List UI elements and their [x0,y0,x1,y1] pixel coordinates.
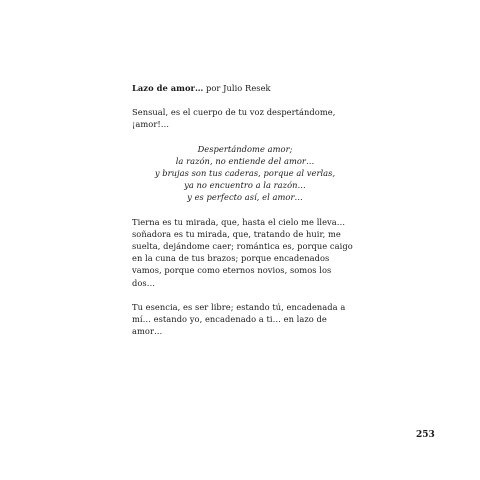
body-paragraph-3 [132,301,358,338]
poem-heading [132,82,358,94]
text-line: soñadora es tu mirada, que, tratando de huir, me [132,228,341,239]
poem-title: Lazo de amor… [132,83,204,93]
verse-line: Despertándome amor; [197,143,293,154]
text-line: mí… estando yo, encadenado a ti… en lazo de [132,314,327,325]
text-line: Tu esencia, es ser libre; estando tú, encadenada a [132,301,346,312]
verse-line: la razón, no entiende del amor… [175,155,315,166]
verse-line: y brujas son tus caderas, porque al verlas, [154,168,336,179]
intro-paragraph [132,106,358,130]
text-line: dos… [132,277,156,288]
text-line: en la cuna de tus brazos; porque encadenados [132,253,330,264]
text-line: Sensual, es el cuerpo de tu voz despertándome, [132,107,336,118]
poem-body [132,82,358,349]
verse-stanza [132,143,358,204]
poem-byline: por Julio Resek [206,83,271,93]
text-line: Tierna es tu mirada, que, hasta el cielo me lleva… [132,216,346,227]
text-line: amor… [132,326,163,337]
text-line: vamos, porque como eternos novios, somos los [132,265,332,276]
verse-line: y es perfecto así, el amor… [187,192,303,203]
verse-line: ya no encuentro a la razón… [184,180,306,191]
text-line: suelta, dejándome caer; romántica es, porque caigo [132,241,353,252]
page-number: 253 [416,430,435,440]
body-paragraph-2 [132,216,358,289]
text-line: ¡amor!… [132,119,170,130]
